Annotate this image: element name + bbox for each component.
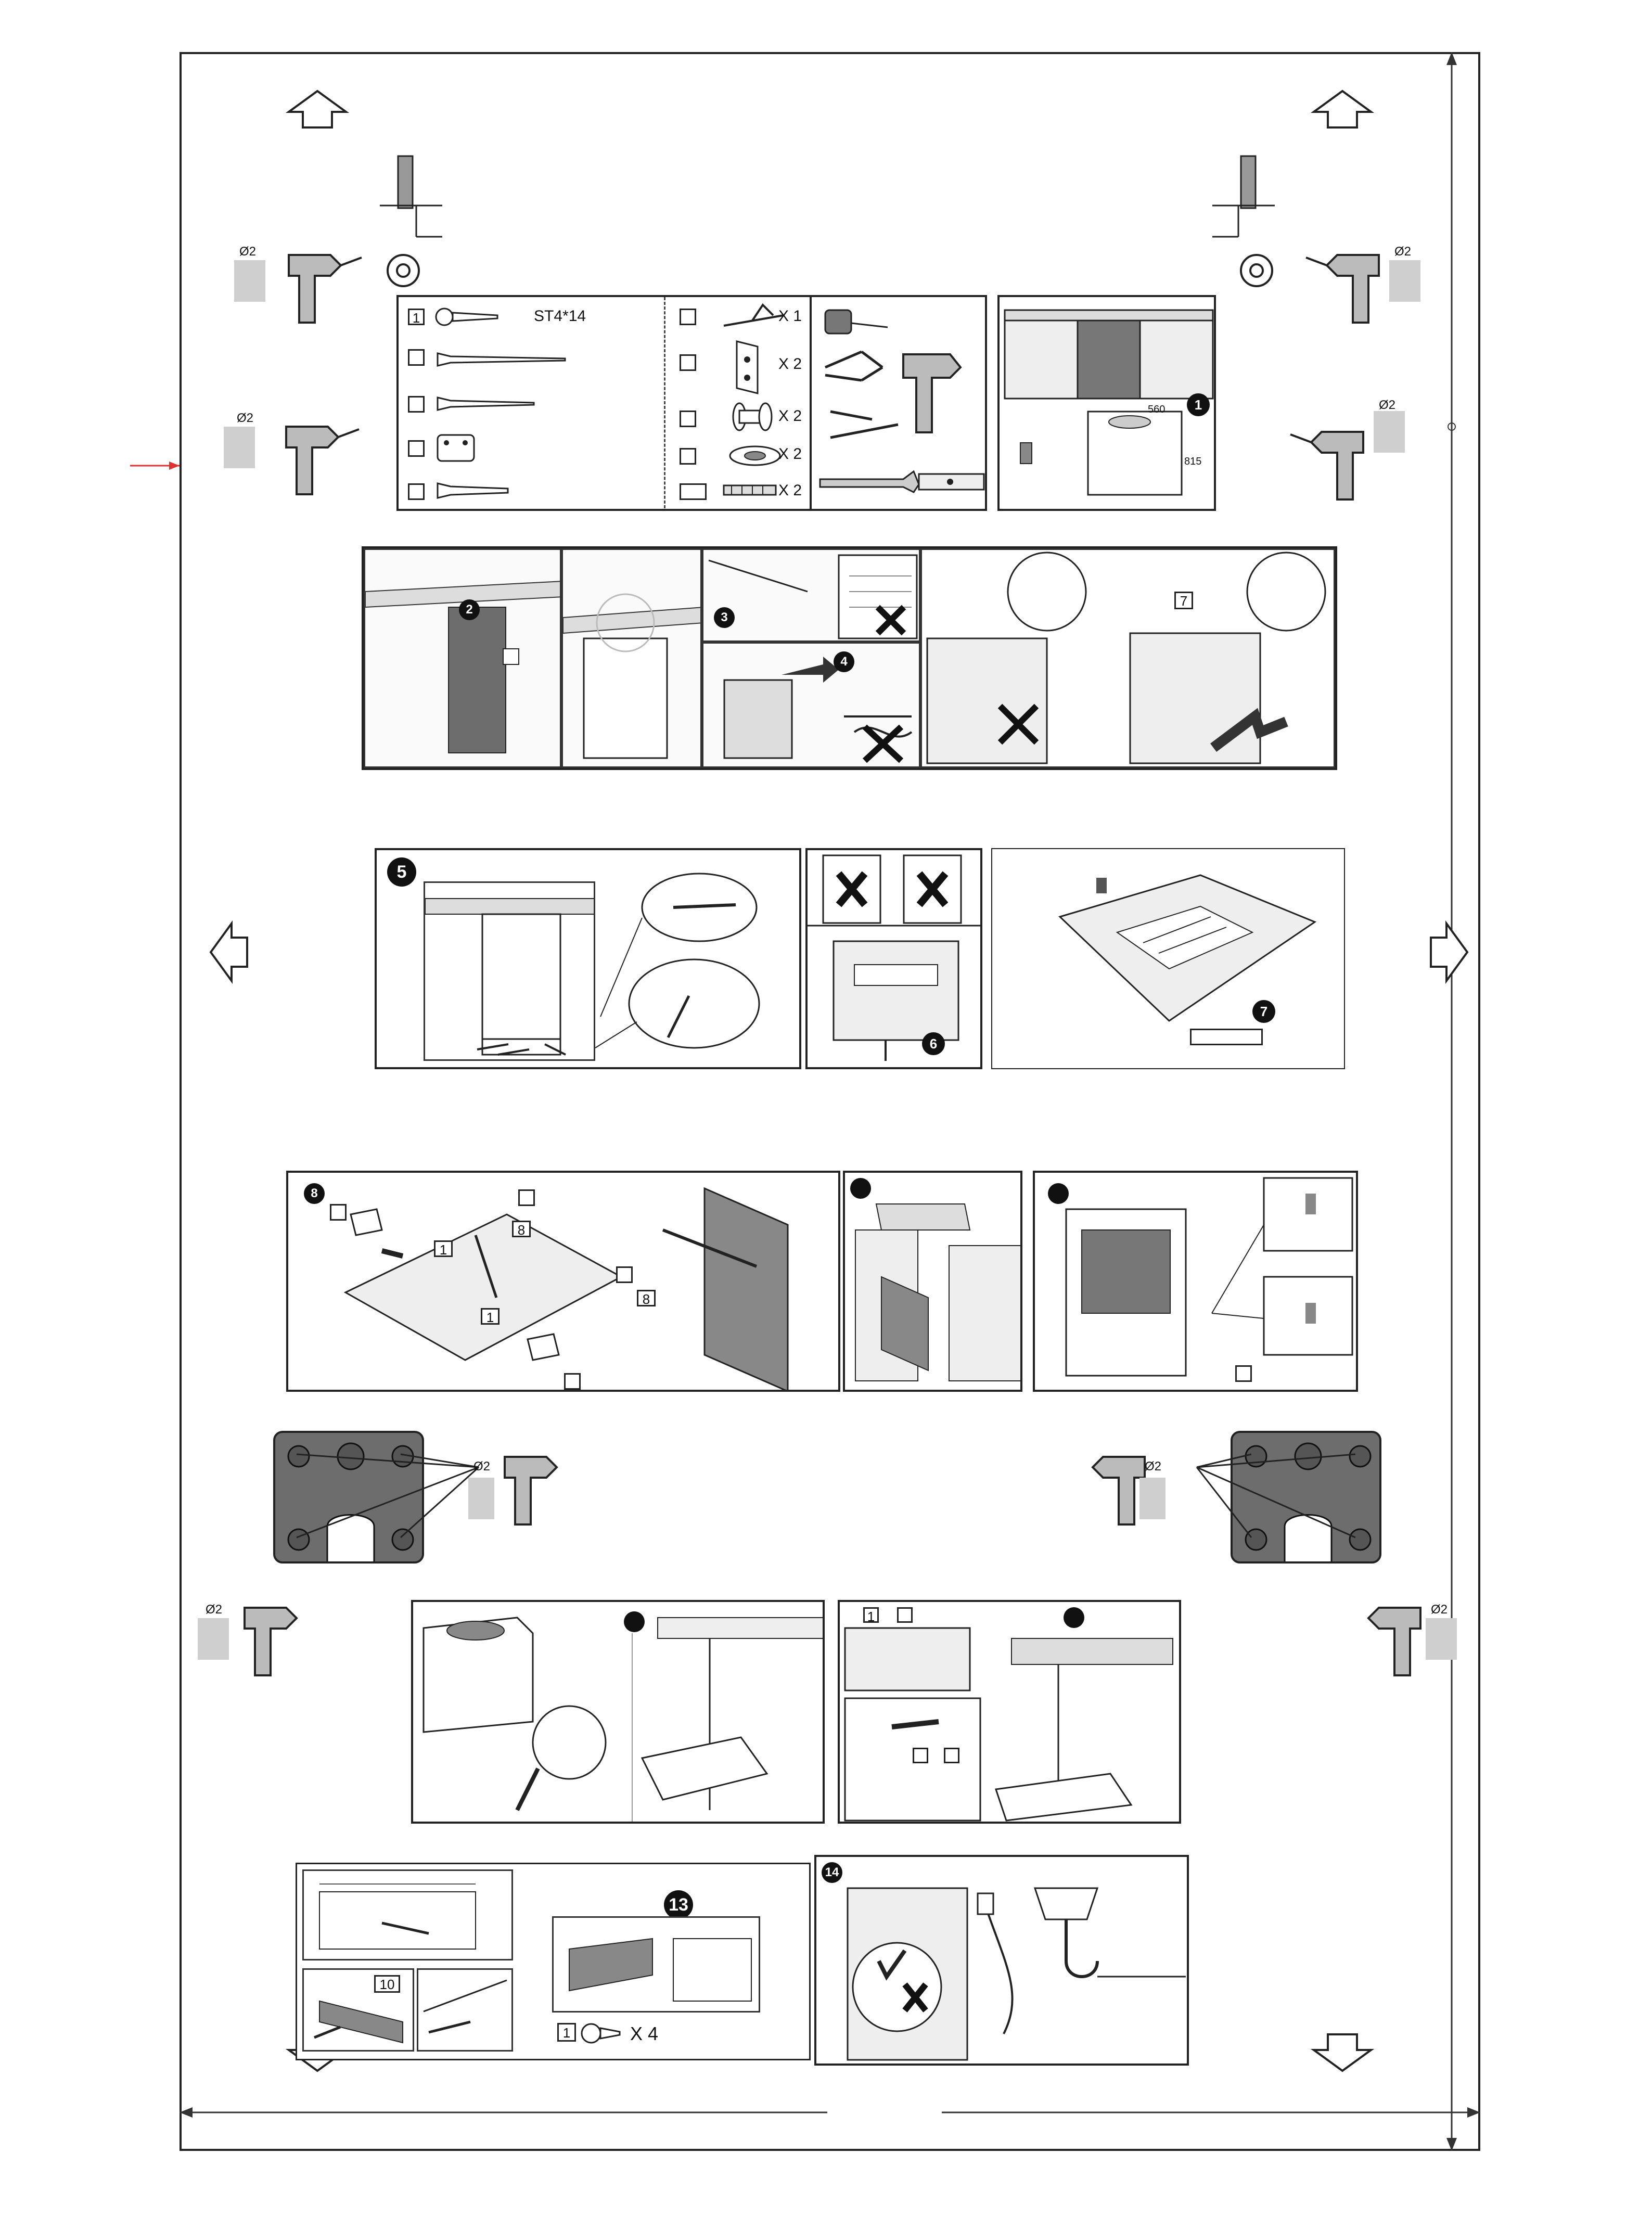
part-checkbox-8 <box>680 411 696 427</box>
drill-diameter-label: Ø2 <box>1431 1603 1448 1617</box>
step-3-detail <box>702 548 920 642</box>
door-detail-illustration <box>554 1918 760 2013</box>
drill-diameter-label: Ø2 <box>239 245 257 259</box>
tools-divider <box>810 297 812 511</box>
step-7-adjust-detail <box>920 548 1335 768</box>
qty-label-5: X 2 <box>778 482 802 499</box>
part-checkbox-7 <box>680 354 696 371</box>
drill-spec-mid-right <box>1290 395 1431 510</box>
callout-1-box-d: 1 <box>557 2023 576 2042</box>
door-mount-illustration <box>845 1173 1022 1392</box>
step-13-door-detail <box>552 1916 760 2013</box>
step-6-badge: 6 <box>922 1032 945 1055</box>
long-screw-icon <box>435 349 570 370</box>
callout-7-box: 7 <box>1174 592 1193 609</box>
step-1-badge: 1 <box>1187 393 1210 416</box>
drill-icon <box>1306 245 1384 333</box>
drill-icon <box>284 245 362 333</box>
drill-diameter-label: Ø2 <box>1145 1459 1162 1473</box>
callout-1-box-c: 1 <box>863 1607 879 1623</box>
step-4-badge: 4 <box>834 651 854 672</box>
arrow-up-left-icon <box>286 88 349 130</box>
drill-spec-template-right <box>1072 1436 1197 1556</box>
step-12-illustration <box>840 1602 1181 1824</box>
cabinet-detail-illustration <box>563 550 702 768</box>
part-checkbox-3 <box>408 396 425 413</box>
drill-icon <box>1072 1446 1150 1540</box>
empty-callout-box-e <box>1235 1365 1252 1382</box>
step-4-illustration <box>703 644 920 768</box>
step-5-zoom-details <box>606 866 801 1069</box>
empty-callout-box-h <box>944 1748 959 1763</box>
part-checkbox-6 <box>680 309 696 325</box>
step-13-screw-detail <box>417 1968 513 2052</box>
bracket-plate-icon <box>435 432 477 464</box>
step-12-panel <box>838 1600 1181 1824</box>
template-lines-left <box>291 1436 489 1561</box>
drill-diameter-label: Ø2 <box>1379 398 1396 412</box>
part-checkbox-2 <box>408 349 425 366</box>
dishwasher-fixing-illustration <box>425 883 595 1061</box>
ring-left-icon <box>385 252 421 289</box>
drill-spec-bottom-right <box>1348 1582 1467 1686</box>
step-14-badge: 14 <box>822 1862 842 1883</box>
ring-right-icon <box>1238 252 1275 289</box>
parts-divider <box>664 297 665 511</box>
step-6-panel <box>805 848 982 1069</box>
tools-illustration <box>815 302 987 510</box>
steps-2-4-panel <box>362 546 1337 770</box>
step-13-dimension-diagram <box>302 1869 513 1960</box>
dimension-height-label: 815 <box>1184 456 1202 467</box>
drill-icon <box>500 1446 578 1540</box>
door-panel-illustration <box>992 849 1345 1069</box>
callout-1-box-b: 1 <box>481 1308 500 1325</box>
step-2-badge: 2 <box>459 599 480 620</box>
part-checkbox-10 <box>680 483 707 500</box>
callout-8-box-b: 8 <box>637 1290 656 1306</box>
drill-spec-top-right <box>1306 229 1446 333</box>
step-3-badge: 3 <box>714 607 735 628</box>
part-checkbox-1: 1 <box>408 309 425 325</box>
step-5-badge: 5 <box>387 857 416 887</box>
screw-spec-label: ST4*14 <box>534 307 586 325</box>
step-2-detail <box>561 548 702 768</box>
part-checkbox-4 <box>408 440 425 457</box>
cable-clip-icon <box>726 443 784 469</box>
step-14-panel <box>814 1855 1189 2066</box>
drill-spec-template-left <box>468 1436 572 1556</box>
step-8-badge: 8 <box>304 1183 325 1204</box>
mounting-plate-icon <box>726 339 768 396</box>
rail-strip-icon <box>721 479 778 500</box>
step-6-illustration <box>808 850 982 1069</box>
short-screw-icon <box>435 480 513 501</box>
plumbing-connection-illustration <box>816 1857 1189 2066</box>
door-adjust-illustration <box>922 550 1335 768</box>
empty-callout-box-g <box>913 1748 928 1763</box>
drill-diameter-label: Ø2 <box>237 411 254 425</box>
arrow-right-icon <box>1428 921 1470 983</box>
cabinet-opening-illustration <box>1005 302 1213 508</box>
step-7-panel <box>991 848 1345 1069</box>
hinge-section-left-icon <box>375 153 447 242</box>
drill-icon <box>281 416 359 505</box>
step-3-illustration <box>703 550 920 642</box>
wood-screw-icon <box>435 393 539 414</box>
step-13-clip-detail <box>302 1968 414 2052</box>
part-checkbox-5 <box>408 483 425 500</box>
part-checkbox-9 <box>680 448 696 465</box>
step-8-panel <box>286 1171 840 1392</box>
step-2-cabinet <box>364 548 561 768</box>
cabinet-step-2-illustration <box>365 550 561 768</box>
callout-10-box: 10 <box>374 1975 400 1993</box>
drill-spec-mid-left <box>224 406 364 510</box>
callout-8-box-a: 8 <box>512 1221 531 1237</box>
empty-callout-box-c <box>616 1266 633 1283</box>
qty-label-1: X 1 <box>778 307 802 325</box>
arrow-down-right-icon <box>1311 2032 1374 2073</box>
step-1-panel <box>997 295 1216 511</box>
step-11-illustration <box>413 1602 825 1824</box>
spool-spacer-icon <box>729 401 776 432</box>
step-10-panel <box>1033 1171 1358 1392</box>
arrow-up-right-icon <box>1311 88 1374 130</box>
qty-label-4: X 2 <box>778 445 802 463</box>
step-4-detail <box>702 642 920 768</box>
dimension-diagram-illustration <box>304 1871 513 1960</box>
parts-list-panel <box>396 295 987 511</box>
drill-diameter-label: Ø2 <box>206 1603 223 1617</box>
step-13-badge: 13 <box>664 1890 693 1919</box>
screws-quantity-label: X 4 <box>630 2023 659 2044</box>
step-11-panel <box>411 1600 825 1824</box>
drill-diameter-label: Ø2 <box>473 1459 491 1473</box>
empty-callout-box-b <box>330 1204 347 1221</box>
empty-callout-box-a <box>518 1189 535 1206</box>
arrow-left-icon <box>208 921 250 983</box>
template-lines-right <box>1186 1436 1384 1561</box>
screw-detail-illustration <box>418 1970 513 2052</box>
step-7-badge: 7 <box>1252 1000 1275 1023</box>
tub-adjust-illustration <box>1035 1173 1358 1392</box>
drill-spec-top-left <box>234 229 369 333</box>
screw-head-icon <box>581 2020 622 2046</box>
qty-label-3: X 2 <box>778 407 802 425</box>
step-5-cabinet <box>424 881 595 1061</box>
drill-spec-bottom-left <box>198 1582 312 1686</box>
door-fixing-illustration <box>288 1173 840 1392</box>
step-7-label-box <box>1190 1029 1263 1045</box>
hinge-section-right-icon <box>1207 153 1280 242</box>
screw-st4-icon <box>435 306 503 327</box>
drill-icon <box>239 1597 317 1686</box>
step-13-panel <box>296 1863 811 2060</box>
qty-label-2: X 2 <box>778 355 802 373</box>
callout-1-box-a: 1 <box>434 1240 453 1257</box>
dimension-width-label: 560 <box>1148 404 1166 415</box>
step-9-panel <box>843 1171 1022 1392</box>
drill-icon <box>1290 421 1368 510</box>
drill-icon <box>1348 1597 1426 1686</box>
step-5-panel <box>375 848 801 1069</box>
drill-diameter-label: Ø2 <box>1394 245 1412 259</box>
empty-callout-box-d <box>564 1373 581 1390</box>
